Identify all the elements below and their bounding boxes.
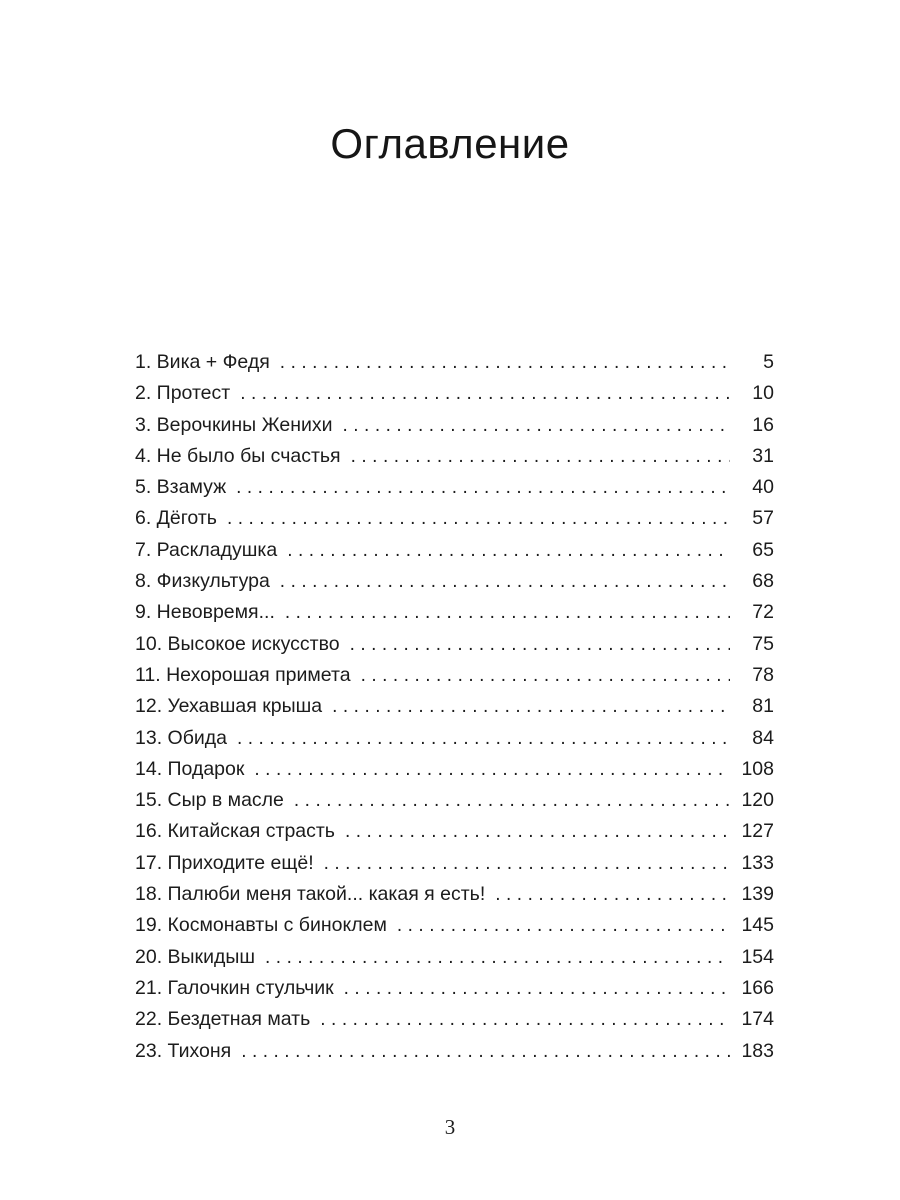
toc-entry-title: 9. Невовремя... — [135, 601, 275, 624]
toc-entry-title: 4. Не было бы счастья — [135, 444, 341, 467]
toc-entry-title: 5. Взамуж — [135, 476, 227, 499]
toc-entry-title: 23. Тихоня — [135, 1039, 232, 1062]
toc-entry-title: 18. Палюби меня такой... какая я есть! — [135, 883, 486, 906]
toc-entry-page: 78 — [752, 663, 774, 686]
dot-leader — [287, 539, 730, 562]
toc-entry-page: 81 — [752, 695, 774, 718]
toc-entry-title: 17. Приходите ещё! — [135, 851, 314, 874]
toc-entry-title: 3. Верочкины Женихи — [135, 413, 333, 436]
toc-entry — [135, 758, 774, 789]
toc-entry-page: 108 — [741, 757, 774, 780]
toc-entry-page: 5 — [763, 351, 774, 373]
toc-entry-page: 10 — [752, 382, 774, 405]
toc-entry-page: 139 — [741, 883, 774, 906]
toc-entry — [135, 820, 774, 851]
toc-entry-title: 10. Высокое искусство — [135, 632, 340, 655]
toc-entry-page: 75 — [752, 632, 774, 655]
toc-entry-page: 127 — [741, 820, 774, 843]
dot-leader — [332, 695, 730, 718]
dot-leader — [495, 883, 730, 906]
toc-entry-title: 22. Бездетная мать — [135, 1008, 311, 1031]
dot-leader — [254, 758, 730, 781]
toc-entry-title: 13. Обида — [135, 726, 227, 749]
toc-entry — [135, 539, 774, 570]
toc-entry — [135, 727, 774, 758]
toc-entry-page: 166 — [741, 976, 774, 999]
toc-entry — [135, 695, 774, 726]
toc-entry-title: 19. Космонавты с биноклем — [135, 914, 387, 937]
toc-entry — [135, 633, 774, 664]
page-number: 3 — [444, 1115, 456, 1139]
toc-entry — [135, 570, 774, 601]
toc-entry-title: 21. Галочкин стульчик — [135, 976, 334, 999]
toc-entry-title: 2. Протест — [135, 382, 231, 405]
page-title: Оглавление — [330, 120, 570, 167]
toc-entry — [135, 382, 774, 413]
toc-entry-title: 14. Подарок — [135, 757, 245, 780]
toc-entry — [135, 789, 774, 820]
toc-entry — [135, 414, 774, 445]
dot-leader — [345, 820, 730, 843]
toc-entry-page: 40 — [752, 476, 774, 499]
dot-leader — [344, 977, 730, 1000]
dot-leader — [240, 382, 730, 405]
toc-entry-page: 145 — [741, 914, 774, 937]
dot-leader — [343, 414, 731, 437]
dot-leader — [237, 727, 730, 750]
dot-leader — [280, 351, 730, 374]
dot-leader — [236, 476, 730, 499]
toc-entry-page: 65 — [752, 538, 774, 561]
toc-entry-title: 1. Вика + Федя — [135, 351, 270, 373]
toc-entry — [135, 507, 774, 538]
toc-entry — [135, 977, 774, 1008]
dot-leader — [285, 601, 730, 624]
dot-leader — [361, 664, 730, 687]
toc-entry — [135, 1040, 774, 1071]
toc-entry — [135, 1008, 774, 1039]
toc-entry — [135, 852, 774, 883]
toc-entry-title: 11. Нехорошая примета — [135, 663, 351, 686]
toc-entry — [135, 351, 774, 382]
dot-leader — [397, 914, 730, 937]
toc-entry-page: 183 — [741, 1039, 774, 1062]
toc-entry — [135, 664, 774, 695]
toc-entry-page: 154 — [741, 945, 774, 968]
toc-entry-title: 15. Сыр в масле — [135, 789, 284, 812]
dot-leader — [320, 1008, 730, 1031]
toc-entry-title: 6. Дёготь — [135, 507, 217, 530]
dot-leader — [265, 946, 730, 969]
toc-entry-title: 20. Выкидыш — [135, 945, 256, 968]
toc-entry-page: 57 — [752, 507, 774, 530]
toc-entry-page: 133 — [741, 851, 774, 874]
toc-entry — [135, 445, 774, 476]
toc-entry-page: 84 — [752, 726, 774, 749]
toc-entry — [135, 914, 774, 945]
toc-list — [135, 351, 774, 1071]
toc-entry — [135, 946, 774, 977]
toc-entry-title: 8. Физкультура — [135, 570, 270, 593]
toc-entry-page: 174 — [741, 1008, 774, 1031]
dot-leader — [280, 570, 730, 593]
toc-entry-page: 68 — [752, 570, 774, 593]
toc-entry-page: 120 — [741, 789, 774, 812]
toc-entry — [135, 476, 774, 507]
toc-entry — [135, 883, 774, 914]
dot-leader — [241, 1040, 730, 1063]
toc-entry-page: 72 — [752, 601, 774, 624]
toc-entry-title: 7. Раскладушка — [135, 538, 278, 561]
toc-entry-page: 16 — [752, 413, 774, 436]
toc-entry-title: 16. Китайская страсть — [135, 820, 335, 843]
toc-entry — [135, 601, 774, 632]
dot-leader — [294, 789, 730, 812]
toc-entry-page: 31 — [752, 444, 774, 467]
toc-entry-title: 12. Уехавшая крыша — [135, 695, 323, 718]
dot-leader — [324, 852, 730, 875]
dot-leader — [227, 507, 730, 530]
dot-leader — [350, 633, 730, 656]
dot-leader — [351, 445, 730, 468]
